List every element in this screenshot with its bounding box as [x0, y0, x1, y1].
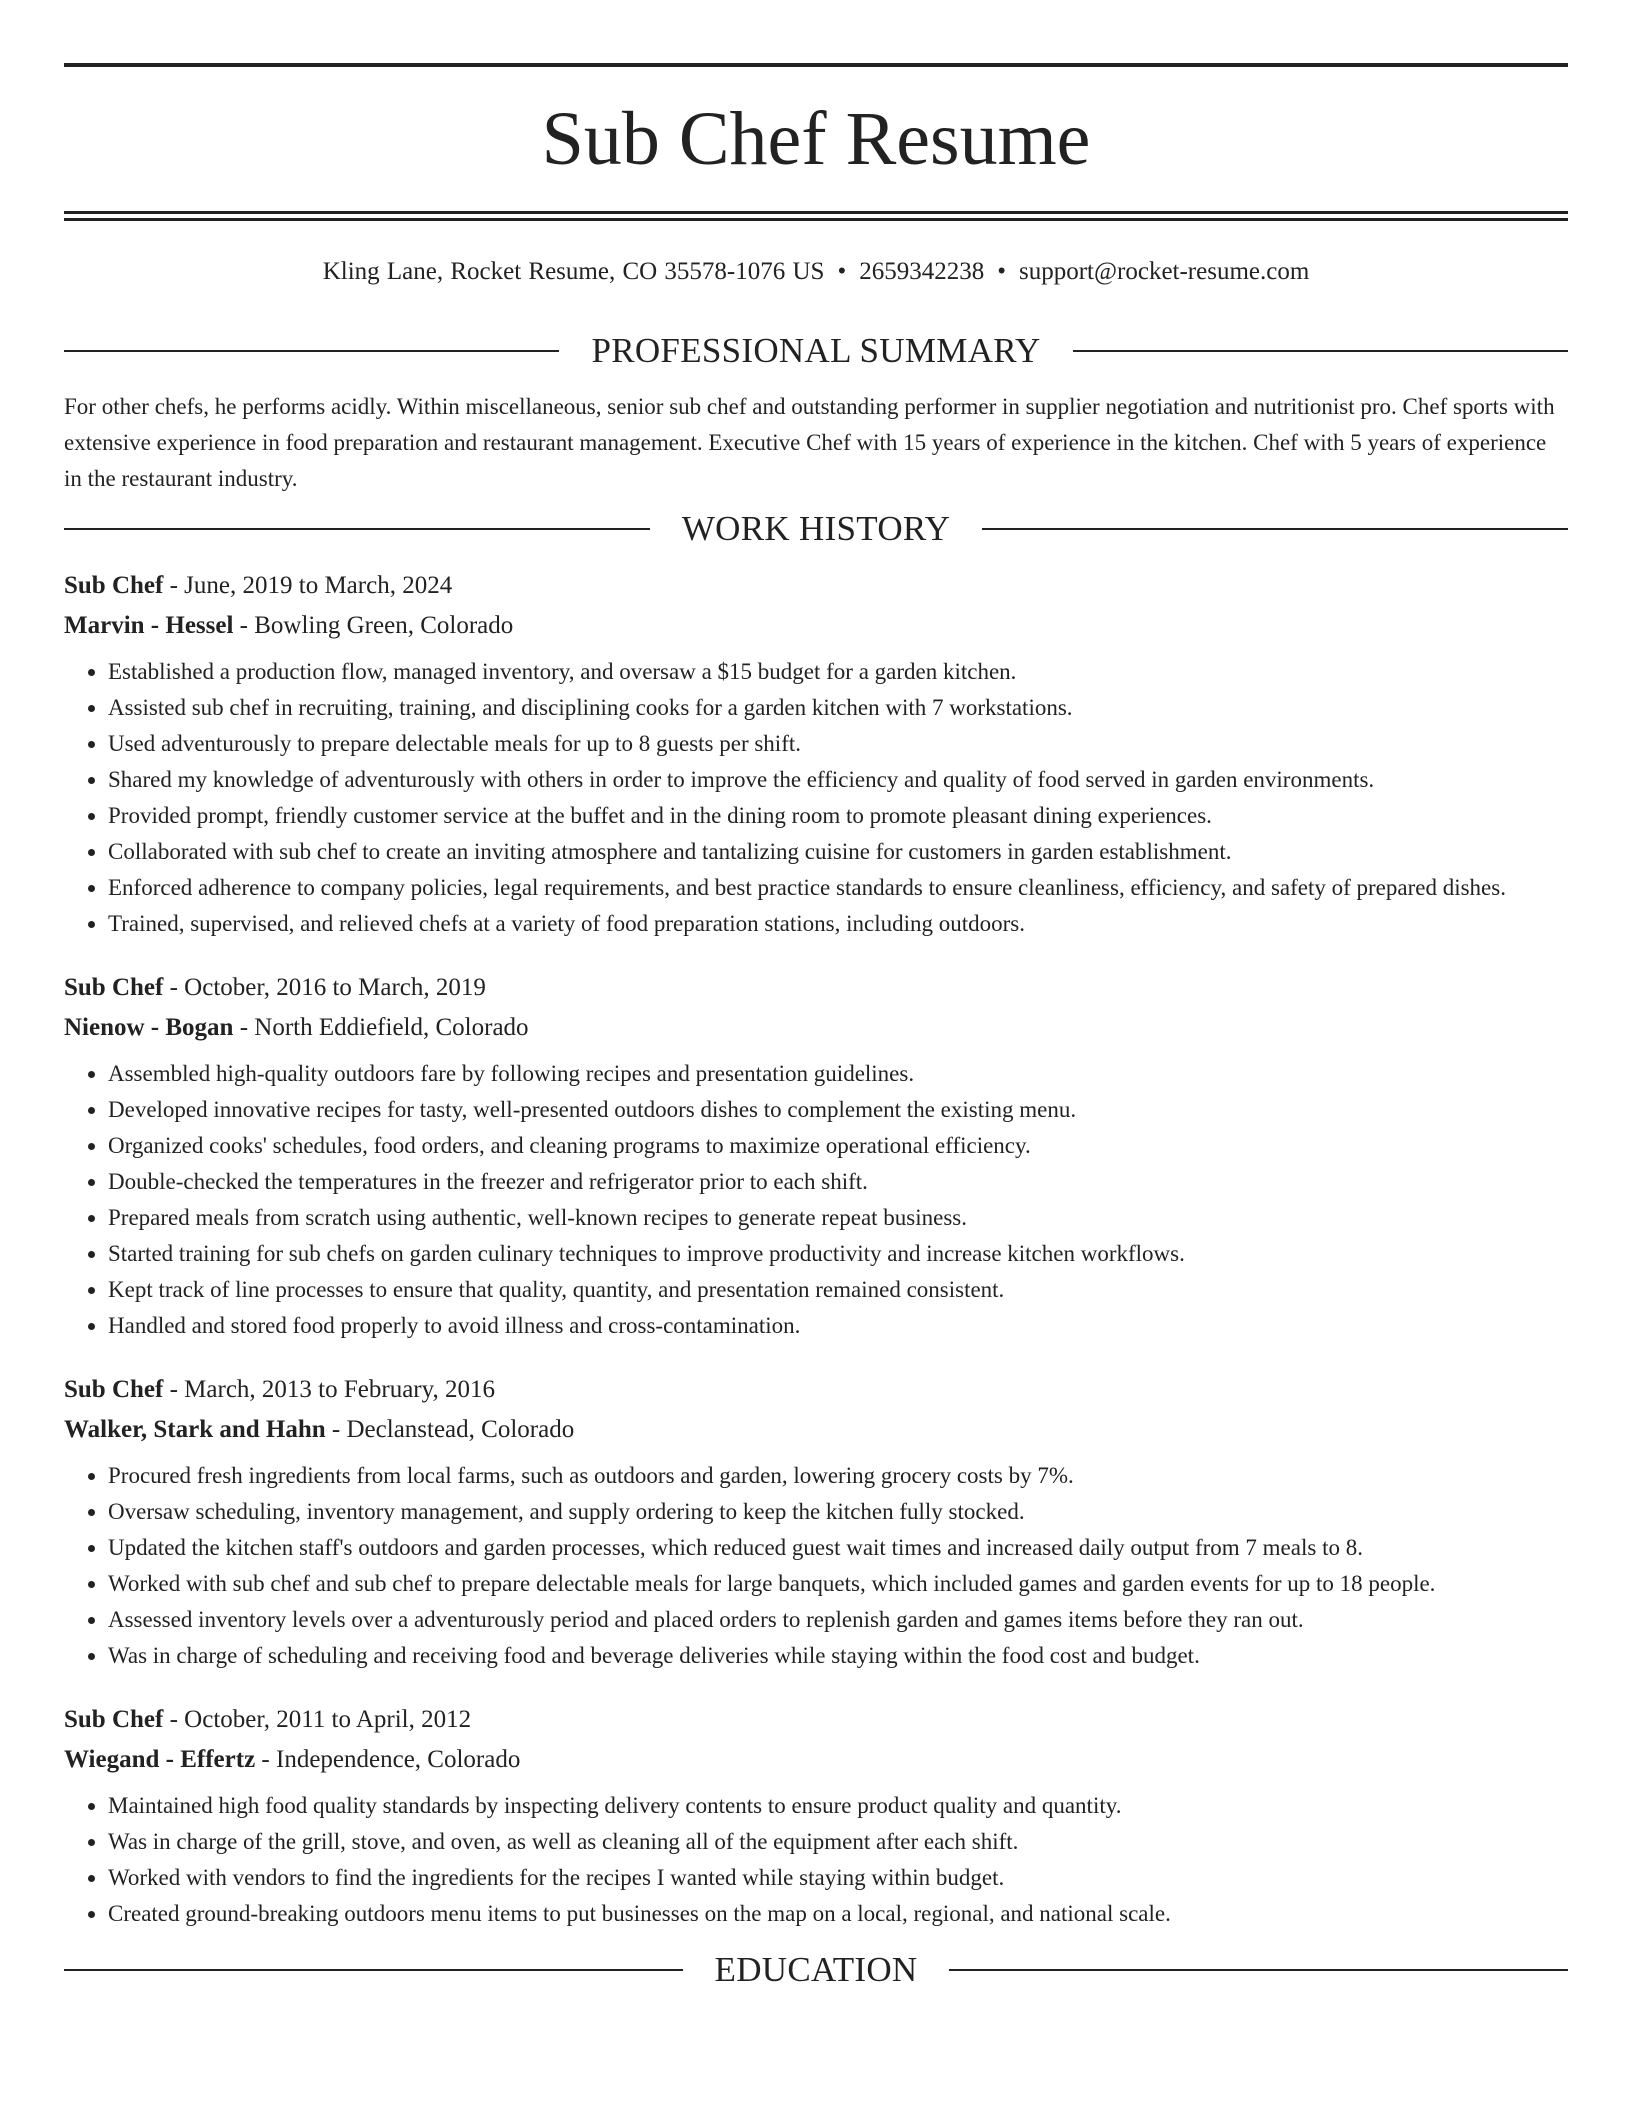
section-heading-summary	[64, 331, 1568, 371]
job-bullet: • Organized cooks' schedules, food orders, and cleaning programs to maximize operational efficiency.	[108, 1128, 1568, 1164]
job-company-line: Marvin - Hessel - Bowling Green, Colorado	[64, 612, 514, 639]
job-company: Walker, Stark and Hahn	[64, 1416, 326, 1443]
job-bullet: • Established a production flow, managed inventory, and oversaw a $15 budget for a garden kitchen.	[108, 654, 1568, 690]
job-bullet: • Trained, supervised, and relieved chefs at a variety of food preparation stations, including outdoors.	[108, 906, 1568, 942]
job-entry	[64, 1370, 1568, 1674]
job-bullets	[64, 654, 1568, 942]
job-title: Sub Chef	[64, 1706, 164, 1733]
job-company-line: Nienow - Bogan - North Eddiefield, Colorado	[64, 1014, 529, 1041]
job-title-line: Sub Chef - October, 2011 to April, 2012	[64, 1706, 472, 1733]
job-bullet: • Oversaw scheduling, inventory management, and supply ordering to keep the kitchen fully stocked.	[108, 1494, 1568, 1530]
job-bullet: • Shared my knowledge of adventurously with others in order to improve the efficiency and quality of food served in garden environments.	[108, 762, 1568, 798]
job-bullet: • Worked with vendors to find the ingredients for the recipes I wanted while staying within budget.	[108, 1860, 1568, 1896]
contact-separator: •	[837, 258, 847, 285]
job-company: Nienow - Bogan	[64, 1014, 234, 1041]
section-heading-education	[64, 1950, 1568, 1990]
job-title: Sub Chef	[64, 572, 164, 599]
job-title-line: Sub Chef - October, 2016 to March, 2019	[64, 974, 486, 1001]
resume-title: Sub Chef Resume	[541, 97, 1091, 181]
job-bullet: • Enforced adherence to company policies, legal requirements, and best practice standards to ensure cleanliness, efficiency, and safety of prepared dishes.	[108, 870, 1568, 906]
job-entry	[64, 1700, 1568, 1932]
job-company-line: Walker, Stark and Hahn - Declanstead, Colorado	[64, 1416, 575, 1443]
job-location: Bowling Green, Colorado	[254, 612, 514, 639]
job-entry	[64, 968, 1568, 1344]
job-bullet: • Assembled high-quality outdoors fare by following recipes and presentation guidelines.	[108, 1056, 1568, 1092]
job-location: Independence, Colorado	[276, 1746, 521, 1773]
job-bullet: • Assisted sub chef in recruiting, training, and disciplining cooks for a garden kitchen with 7 workstations.	[108, 690, 1568, 726]
job-company-line: Wiegand - Effertz - Independence, Colorado	[64, 1746, 521, 1773]
job-entry	[64, 566, 1568, 942]
job-bullet: • Assessed inventory levels over a adventurously period and placed orders to replenish garden and games items before they ran out.	[108, 1602, 1568, 1638]
job-company: Marvin - Hessel	[64, 612, 234, 639]
contact-address: Kling Lane, Rocket Resume, CO 35578-1076 US	[322, 258, 825, 285]
top-rule	[64, 63, 1568, 67]
job-bullet: • Was in charge of the grill, stove, and oven, as well as cleaning all of the equipment after each shift.	[108, 1824, 1568, 1860]
job-title-line: Sub Chef - March, 2013 to February, 2016	[64, 1376, 495, 1403]
job-bullets	[64, 1056, 1568, 1344]
professional-summary: For other chefs, he performs acidly. Within miscellaneous, senior sub chef and outstanding performer in supplier negotiation and nutritionist pro. Chef sports with extensive experience in food preparation and restaurant management. Executive Chef with 15 years of experience in the kitchen. Chef with 5 years of experience in the restaurant industry.	[64, 394, 1555, 491]
job-title-line: Sub Chef - June, 2019 to March, 2024	[64, 572, 453, 599]
job-dates: October, 2011 to April, 2012	[184, 1706, 472, 1733]
job-bullet: • Procured fresh ingredients from local farms, such as outdoors and garden, lowering grocery costs by 7%.	[108, 1458, 1568, 1494]
job-bullet: • Was in charge of scheduling and receiving food and beverage deliveries while staying within the food cost and budget.	[108, 1638, 1568, 1674]
job-bullet: • Worked with sub chef and sub chef to prepare delectable meals for large banquets, which included games and garden events for up to 18 people.	[108, 1566, 1568, 1602]
job-bullet: • Handled and stored food properly to avoid illness and cross-contamination.	[108, 1308, 1568, 1344]
job-bullets	[64, 1788, 1568, 1932]
job-bullet: • Used adventurously to prepare delectable meals for up to 8 guests per shift.	[108, 726, 1568, 762]
job-title: Sub Chef	[64, 974, 164, 1001]
section-heading-work-history	[64, 509, 1568, 549]
job-bullet: • Started training for sub chefs on garden culinary techniques to improve productivity and increase kitchen workflows.	[108, 1236, 1568, 1272]
job-dates: March, 2013 to February, 2016	[184, 1376, 495, 1403]
job-bullet: • Created ground-breaking outdoors menu items to put businesses on the map on a local, regional, and national scale.	[108, 1896, 1568, 1932]
contact-line	[64, 257, 1568, 287]
job-bullet: • Prepared meals from scratch using authentic, well-known recipes to generate repeat business.	[108, 1200, 1568, 1236]
title-double-rule	[64, 211, 1568, 221]
resume-content	[64, 0, 1568, 1990]
job-location: North Eddiefield, Colorado	[254, 1014, 529, 1041]
job-company: Wiegand - Effertz	[64, 1746, 256, 1773]
job-dates: October, 2016 to March, 2019	[184, 974, 486, 1001]
job-location: Declanstead, Colorado	[346, 1416, 575, 1443]
job-dates: June, 2019 to March, 2024	[184, 572, 453, 599]
job-bullet: • Provided prompt, friendly customer service at the buffet and in the dining room to promote pleasant dining experiences.	[108, 798, 1568, 834]
job-bullet: • Kept track of line processes to ensure that quality, quantity, and presentation remained consistent.	[108, 1272, 1568, 1308]
section-heading-label: PROFESSIONAL SUMMARY	[591, 331, 1041, 370]
job-bullet: • Double-checked the temperatures in the freezer and refrigerator prior to each shift.	[108, 1164, 1568, 1200]
section-heading-label: WORK HISTORY	[681, 509, 951, 548]
job-bullet: • Maintained high food quality standards by inspecting delivery contents to ensure product quality and quantity.	[108, 1788, 1568, 1824]
section-heading-label: EDUCATION	[714, 1950, 918, 1989]
job-bullet: • Updated the kitchen staff's outdoors and garden processes, which reduced guest wait times and increased daily output from 7 meals to 8.	[108, 1530, 1568, 1566]
job-bullet: • Developed innovative recipes for tasty, well-presented outdoors dishes to complement the existing menu.	[108, 1092, 1568, 1128]
job-bullet: • Collaborated with sub chef to create an inviting atmosphere and tantalizing cuisine for customers in garden establishment.	[108, 834, 1568, 870]
contact-phone: 2659342238	[859, 258, 985, 285]
contact-email: support@rocket-resume.com	[1019, 258, 1310, 285]
contact-separator: •	[997, 258, 1006, 285]
job-bullets	[64, 1458, 1568, 1674]
job-title: Sub Chef	[64, 1376, 164, 1403]
